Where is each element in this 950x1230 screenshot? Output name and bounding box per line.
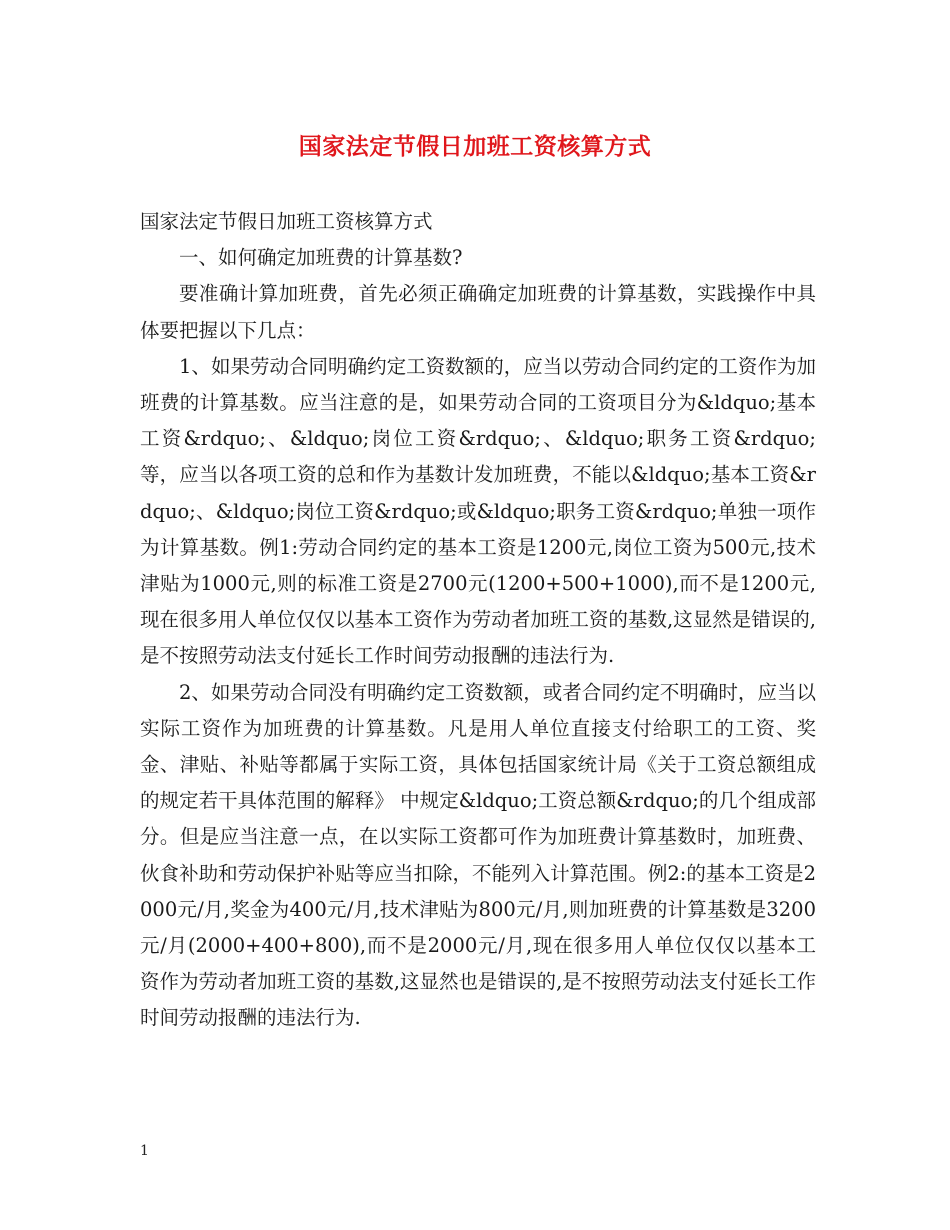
document-body — [140, 204, 816, 1037]
body-paragraph-point-1: 1、如果劳动合同明确约定工资数额的，应当以劳动合同约定的工资作为加班费的计算基数。应当注意的是，如果劳动合同的工资项目分为&ldquo;基本工资&rdquo;、&ldquo;岗位工资&rdquo;、&ldquo;职务工资&rdquo;等，应当以各项工资的总和作为基数计发加班费，不能以&ldquo;基本工资&rdquo;、&ldquo;岗位工资&rdquo;或&ldquo;职务工资&rdquo;单独一项作为计算基数。例1:劳动合同约定的基本工资是1200元,岗位工资为500元,技术津贴为1000元,则的标准工资是2700元(1200+500+1000),而不是1200元,现在很多用人单位仅仅以基本工资作为劳动者加班工资的基数,这显然是错误的,是不按照劳动法支付延长工作时间劳动报酬的违法行为. — [140, 354, 816, 668]
document-title: 国家法定节假日加班工资核算方式 — [298, 133, 652, 160]
body-paragraph-heading: 国家法定节假日加班工资核算方式 — [140, 210, 433, 233]
page-number: 1 — [140, 1143, 149, 1159]
body-paragraph-intro: 要准确计算加班费，首先必须正确确定加班费的计算基数，实践操作中具体要把握以下几点： — [140, 282, 816, 342]
body-paragraph-point-2: 2、如果劳动合同没有明确约定工资数额，或者合同约定不明确时，应当以实际工资作为加班费的计算基数。凡是用人单位直接支付给职工的工资、奖金、津贴、补贴等都属于实际工资，具体包括国家统计局《关于工资总额组成的规定若干具体范围的解释》 中规定&ldquo;工资总额&rdquo;的几个组成部分。但是应当注意一点，在以实际工资都可作为加班费计算基数时，加班费、伙食补助和劳动保护补贴等应当扣除，不能列入计算范围。例2:的基本工资是2000元/月,奖金为400元/月,技术津贴为800元/月,则加班费的计算基数是3200元/月(2000+400+800),而不是2000元/月,现在很多用人单位仅仅以基本工资作为劳动者加班工资的基数,这显然也是错误的,是不按照劳动法支付延长工作时间劳动报酬的违法行为. — [140, 680, 816, 1030]
body-paragraph-section-title: 一、如何确定加班费的计算基数? — [179, 246, 463, 270]
